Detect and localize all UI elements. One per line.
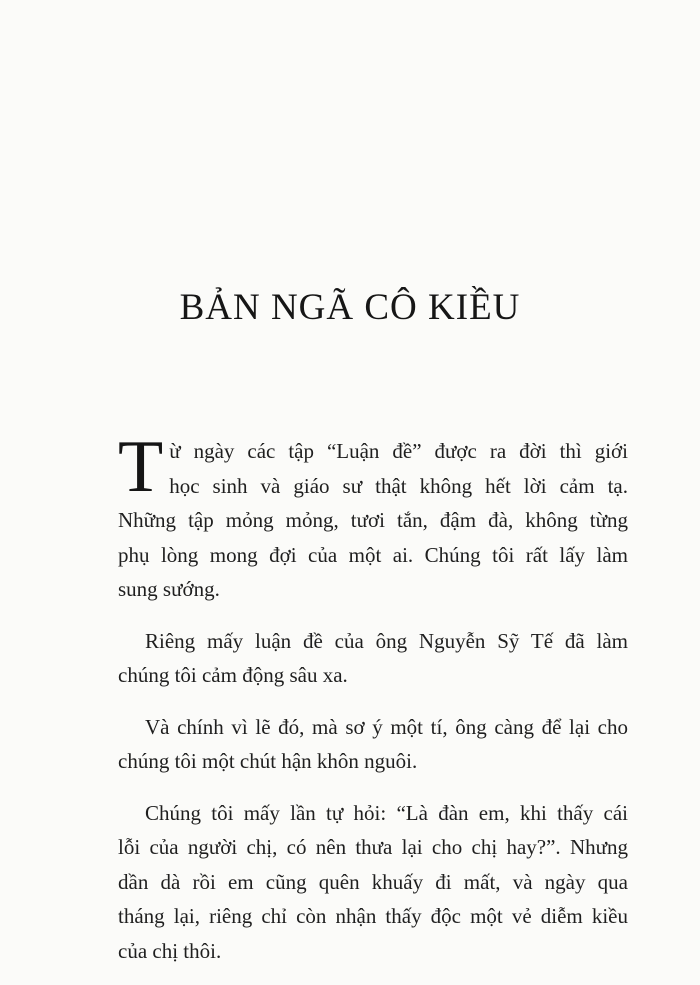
text-line: ừ ngày các tập “Luận đề” được ra đời thì giới (169, 439, 628, 463)
text-line: Riêng mấy luận đề của ông Nguyễn Sỹ Tế đã làm (145, 628, 628, 653)
text-line: tháng lại, riêng chỉ còn nhận thấy độc một vẻ diễm kiều (118, 904, 628, 928)
text-line: Chúng tôi mấy lần tự hỏi: “Là đàn em, khi thấy cái (145, 800, 628, 825)
chapter-title: BẢN NGÃ CÔ KIỀU (179, 287, 521, 328)
paragraph-3 (118, 710, 628, 779)
text-line: Những tập mỏng mỏng, tươi tắn, đậm đà, không từng (118, 508, 628, 532)
text-line: dần dà rồi em cũng quên khuấy đi mất, và ngày qua (118, 869, 628, 894)
drop-cap: T (118, 426, 164, 508)
paragraph-2 (118, 624, 628, 693)
text-line: học sinh và giáo sư thật không hết lời cảm tạ. (169, 473, 628, 498)
text-line: sung sướng. (118, 577, 220, 601)
text-line: chúng tôi một chút hận khôn nguôi. (118, 749, 418, 773)
text-line: lỗi của người chị, có nên thưa lại cho chị hay?”. Nhưng (118, 835, 628, 859)
text-line: của chị thôi. (118, 938, 222, 963)
text-line: chúng tôi cảm động sâu xa. (118, 663, 348, 687)
text-line: Và chính vì lẽ đó, mà sơ ý một tí, ông càng để lại cho (145, 714, 628, 739)
paragraph-4 (118, 796, 628, 969)
text-line: phụ lòng mong đợi của một ai. Chúng tôi rất lấy làm (118, 542, 628, 567)
paragraph-1 (118, 426, 628, 607)
chapter-body (118, 426, 628, 985)
